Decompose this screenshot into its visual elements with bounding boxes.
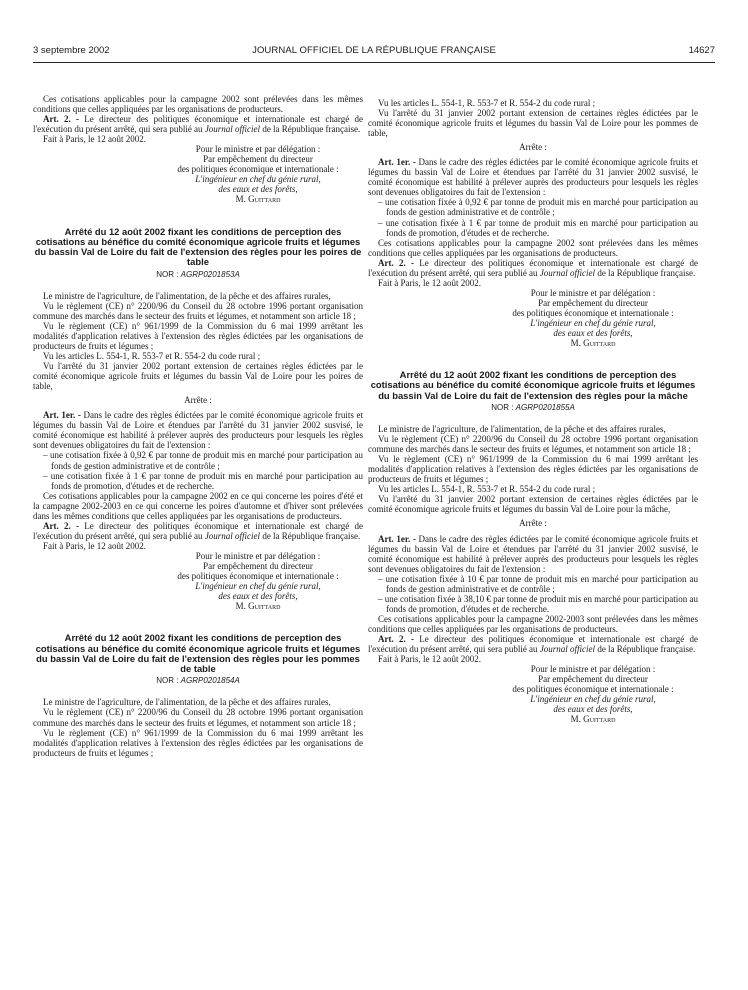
article-text: Le directeur des politiques économique et internationale est chargé de l'exécution du présent arrêté, qui sera publié au [33, 520, 363, 541]
nor-label: NOR : [156, 676, 179, 686]
article-1 [368, 534, 698, 574]
signature-block [368, 664, 698, 724]
journal-ref: Journal officiel [539, 644, 596, 655]
article-text: de la République française. [260, 124, 361, 135]
signature-block [33, 144, 363, 204]
article-label: Art. 1er. - [378, 157, 416, 168]
journal-ref: Journal officiel [204, 530, 261, 541]
paragraph: Ces cotisations applicables pour la campagne 2002-2003 sont prélevées dans les mêmes conditions que celles appliquées par les organisations de producteurs. [368, 613, 698, 634]
paragraph: Vu le règlement (CE) n° 961/1999 de la Commission du 6 mai 1999 arrêtant les modalités d'application relatives à l'extension des règles édictées par les organisations de producteurs de fruits et légumes ; [33, 320, 363, 351]
nor-code: AGRP0201853A [180, 269, 240, 279]
article-2 [33, 521, 363, 541]
fait-line: Fait à Paris, le 12 août 2002. [378, 277, 481, 288]
paragraph: Vu l'arrêté du 31 janvier 2002 portant extension de certaines règles édictées par le comité économique agricole fruits et légumes du bassin Val de Loire pour la mâche, [368, 494, 698, 515]
article-label: Art. 2. - [43, 520, 80, 531]
signature-block [368, 288, 698, 348]
nor-reference [33, 270, 363, 280]
nor-code: AGRP0201855A [515, 403, 575, 413]
header-date: 3 septembre 2002 [33, 45, 110, 56]
fait-line: Fait à Paris, le 12 août 2002. [378, 654, 481, 665]
sig-line: Par empêchement du directeur [538, 674, 648, 685]
paragraph: Vu les articles L. 554-1, R. 553-7 et R. 554-2 du code rural ; [378, 98, 596, 108]
nor-code: AGRP0201854A [180, 676, 240, 686]
sig-line: Pour le ministre et par délégation : [530, 287, 656, 298]
sig-name: M. Guittard [570, 338, 616, 349]
sig-line: des politiques économique et internationale : [512, 684, 674, 695]
decree-title: Arrêté du 12 août 2002 fixant les conditions de perception des cotisations au bénéfice du comité économique agricole fruits et légumes du bassin Val de Loire du fait de l'extension des règles pour les poires de table [34, 225, 362, 268]
article-text: Dans le cadre des règles édictées par le comité économique agricole fruits et légumes du bassin Val de Loire et étendues par l'arrêté du 31 janvier 2002 susvisé, le comité économique est habilité à prélever auprès des producteurs pour lesquels les règles sont devenues obligatoires du fait de l'extension : [33, 410, 363, 451]
nor-label: NOR : [156, 269, 179, 279]
article-2 [33, 114, 363, 134]
left-column [33, 94, 363, 758]
article-text: Le directeur des politiques économique et internationale est chargé de l'exécution du présent arrêté, qui sera publié au [33, 114, 363, 135]
nor-reference [33, 676, 363, 686]
arrete-heading: Arrête : [519, 518, 547, 529]
arrete-heading: Arrête : [184, 395, 212, 406]
fait-line: Fait à Paris, le 12 août 2002. [43, 134, 146, 145]
article-label: Art. 2. - [378, 257, 415, 268]
list-item: – une cotisation fixée à 1 € par tonne de produit mis en marché pour participation au fonds de promotion, d'études et de recherche. [43, 470, 363, 491]
sig-line: des politiques économique et internationale : [177, 571, 339, 582]
sig-name: M. Guittard [235, 601, 281, 612]
sig-line: Par empêchement du directeur [538, 297, 648, 308]
article-text: Dans le cadre des règles édictées par le comité économique agricole fruits et légumes du bassin Val de Loire et étendues par l'arrêté du 31 janvier 2002 susvisé, le comité économique est habilité à prélever auprès des producteurs pour lesquels les règles sont devenues obligatoires du fait de l'extension : [368, 157, 698, 198]
right-column [368, 98, 698, 724]
paragraph: Vu les articles L. 554-1, R. 553-7 et R. 554-2 du code rural ; [378, 484, 596, 495]
signature-block [33, 551, 363, 611]
list-item: – une cotisation fixée à 10 € par tonne de produit mis en marché pour participation au fonds de gestion administrative et de contrôle ; [378, 573, 698, 594]
sig-line: Par empêchement du directeur [203, 560, 313, 571]
sig-line: des eaux et des forêts, [218, 591, 298, 602]
journal-title: JOURNAL OFFICIEL DE LA RÉPUBLIQUE FRANÇAISE [252, 45, 496, 56]
sig-line: des eaux et des forêts, [218, 184, 298, 195]
page-header [33, 45, 715, 59]
paragraph: Le ministre de l'agriculture, de l'alimentation, de la pêche et des affaires rurales, [378, 424, 666, 435]
paragraph: Vu le règlement (CE) n° 2200/96 du Conseil du 28 octobre 1996 portant organisation commune des marchés dans le secteur des fruits et légumes, et notamment son article 18 ; [368, 434, 698, 455]
article-label: Art. 1er. - [43, 410, 81, 421]
sig-line: des eaux et des forêts, [553, 704, 633, 715]
sig-line: des eaux et des forêts, [553, 328, 633, 339]
sig-line: des politiques économique et internationale : [512, 307, 674, 318]
list-item: – une cotisation fixée à 38,10 € par tonne de produit mis en marché pour participation au fonds de promotion, d'études et de recherche. [378, 593, 698, 614]
list-item: – une cotisation fixée à 0,92 € par tonne de produit mis en marché pour participation au fonds de gestion administrative et de contrôle ; [378, 197, 698, 218]
decree-title: Arrêté du 12 août 2002 fixant les conditions de perception des cotisations au bénéfice du comité économique agricole fruits et légumes du bassin Val de Loire du fait de l'extension des règles pour la mâche [370, 369, 696, 401]
article-text: de la République française. [595, 267, 696, 278]
header-rule [33, 62, 715, 63]
paragraph: Vu le règlement (CE) n° 2200/96 du Conseil du 28 octobre 1996 portant organisation commune des marchés dans le secteur des fruits et légumes, et notamment son article 18 ; [33, 300, 363, 321]
paragraph: Vu le règlement (CE) n° 961/1999 de la Commission du 6 mai 1999 arrêtant les modalités d'application relatives à l'extension des règles édictées par les organisations de producteurs de fruits et légumes ; [33, 727, 363, 758]
sig-name: M. Guittard [235, 194, 281, 205]
fait-line: Fait à Paris, le 12 août 2002. [43, 540, 146, 551]
sig-line: Pour le ministre et par délégation : [195, 144, 321, 155]
sig-line: L'ingénieur en chef du génie rural, [195, 174, 321, 185]
paragraph: Vu le règlement (CE) n° 961/1999 de la Commission du 6 mai 1999 arrêtant les modalités d'application relatives à l'extension des règles édictées par les organisations de producteurs de fruits et légumes ; [368, 454, 698, 485]
paragraph: Vu l'arrêté du 31 janvier 2002 portant extension de certaines règles édictées par le comité économique agricole fruits et légumes du bassin Val de Loire pour les poires de table, [33, 361, 363, 392]
paragraph: Vu l'arrêté du 31 janvier 2002 portant extension de certaines règles édictées par le comité économique agricole fruits et légumes du bassin Val de Loire pour les pommes de table, [368, 108, 698, 139]
journal-ref: Journal officiel [204, 124, 261, 135]
paragraph: Vu les articles L. 554-1, R. 553-7 et R. 554-2 du code rural ; [43, 351, 261, 362]
sig-line: L'ingénieur en chef du génie rural, [530, 317, 656, 328]
list-item: – une cotisation fixée à 0,92 € par tonne de produit mis en marché pour participation au fonds de gestion administrative et de contrôle ; [43, 450, 363, 471]
article-2 [368, 634, 698, 654]
article-text: Dans le cadre des règles édictées par le comité économique agricole fruits et légumes du bassin Val de Loire et étendues par l'arrêté du 31 janvier 2002 susvisé, le comité économique est habilité à prélever auprès des producteurs pour lesquels les règles sont devenues obligatoires du fait de l'extension : [368, 533, 698, 574]
article-text: de la République française. [260, 530, 361, 541]
paragraph: Ces cotisations applicables pour la campagne 2002 sont prélevées dans les mêmes conditions que celles appliquées par les organisations de producteurs. [33, 94, 363, 115]
article-2 [368, 258, 698, 278]
paragraph: Ces cotisations applicables pour la campagne 2002 sont prélevées dans les mêmes conditions que celles appliquées par les organisations de producteurs. [368, 237, 698, 258]
paragraph: Le ministre de l'agriculture, de l'alimentation, de la pêche et des affaires rurales, [43, 697, 331, 708]
article-label: Art. 1er. - [378, 533, 416, 544]
sig-name: M. Guittard [570, 714, 616, 725]
article-1 [33, 410, 363, 450]
decree-title: Arrêté du 12 août 2002 fixant les conditions de perception des cotisations au bénéfice du comité économique agricole fruits et légumes du bassin Val de Loire du fait de l'extension des règles pour les pommes de table [35, 632, 361, 675]
paragraph: Ces cotisations applicables pour la campagne 2002 en ce qui concerne les poires d'été et la campagne 2002-2003 en ce qui concerne les poires d'automne et d'hiver sont prélevées dans les mêmes conditions que celles appliquées par les organisations de producteurs. [33, 490, 363, 521]
article-text: Le directeur des politiques économique et internationale est chargé de l'exécution du présent arrêté, qui sera publié au [368, 634, 698, 655]
sig-line: L'ingénieur en chef du génie rural, [530, 694, 656, 705]
article-1 [368, 157, 698, 197]
nor-reference [368, 403, 698, 413]
sig-line: Pour le ministre et par délégation : [530, 664, 656, 675]
article-text: de la République française. [595, 644, 696, 655]
paragraph: Le ministre de l'agriculture, de l'alimentation, de la pêche et des affaires rurales, [43, 290, 331, 301]
sig-line: Par empêchement du directeur [203, 154, 313, 165]
article-label: Art. 2. - [378, 634, 415, 644]
sig-line: L'ingénieur en chef du génie rural, [195, 581, 321, 592]
page-number: 14627 [688, 45, 715, 56]
list-item: – une cotisation fixée à 1 € par tonne de produit mis en marché pour participation au fonds de promotion, d'études et de recherche. [378, 217, 698, 238]
arrete-heading: Arrête : [519, 142, 547, 153]
nor-label: NOR : [491, 403, 514, 413]
sig-line: des politiques économique et internationale : [177, 164, 339, 175]
paragraph: Vu le règlement (CE) n° 2200/96 du Conseil du 28 octobre 1996 portant organisation commune des marchés dans le secteur des fruits et légumes, et notamment son article 18 ; [33, 707, 363, 728]
article-text: Le directeur des politiques économique et internationale est chargé de l'exécution du présent arrêté, qui sera publié au [368, 257, 698, 278]
article-label: Art. 2. - [43, 114, 80, 125]
journal-ref: Journal officiel [539, 267, 596, 278]
sig-line: Pour le ministre et par délégation : [195, 550, 321, 561]
